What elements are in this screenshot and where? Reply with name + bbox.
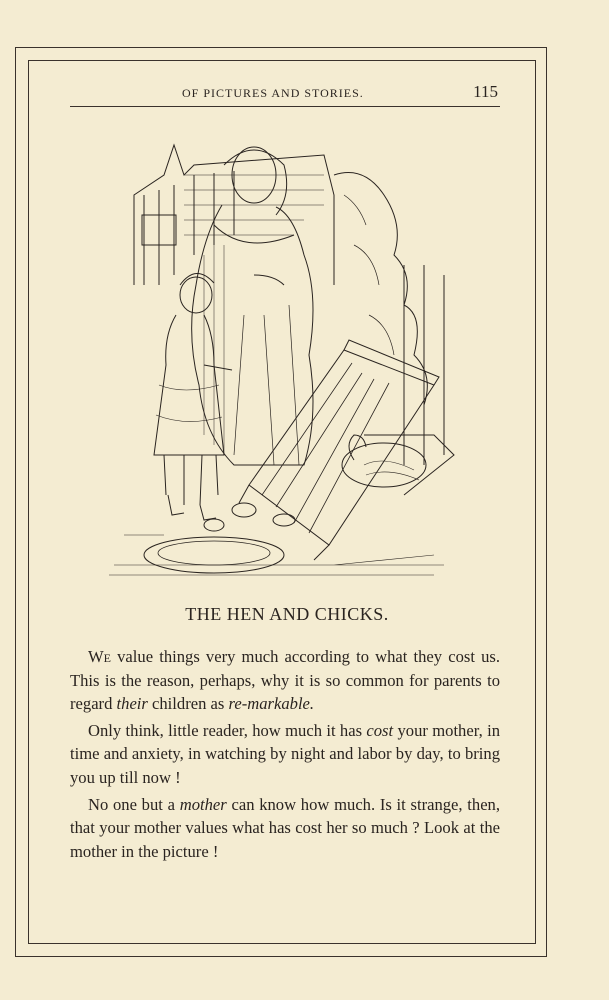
engraving-illustration — [104, 135, 460, 585]
paragraph-3 — [70, 793, 500, 864]
paragraph-1-emphasis-2: re-markable. — [228, 694, 315, 714]
paragraph-2-text-1: Only think, little reader, how much it has — [88, 720, 367, 740]
paragraph-2 — [70, 719, 500, 790]
paragraph-3-text-2: can know how much. Is it strange, then, that your mother values what has cost her so much ? Look at the mother in the picture ! — [70, 794, 501, 861]
paragraph-1-emphasis-1: their — [116, 694, 148, 714]
paragraph-1 — [70, 645, 500, 716]
running-header — [70, 82, 500, 107]
paragraph-2-emphasis-1: cost — [366, 720, 394, 740]
paragraph-1-text-1: value things very much according to what they cost us. This is the reason, perhaps, why it is so common for parents to regard — [70, 647, 500, 714]
body-text — [70, 645, 500, 866]
page-number: 115 — [473, 82, 498, 101]
paragraph-2-text-2: your mother, in time and anxiety, in watching by night and labor by day, to bring you up till now ! — [70, 720, 500, 787]
paragraph-3-emphasis-1: mother — [179, 794, 227, 814]
lead-in-word: We — [88, 647, 111, 666]
running-title: OF PICTURES AND STORIES. — [182, 86, 364, 100]
paragraph-3-text-1: No one but a — [88, 794, 180, 814]
chapter-title: THE HEN AND CHICKS. — [185, 604, 389, 624]
paragraph-1-text-2: children as — [147, 694, 229, 714]
